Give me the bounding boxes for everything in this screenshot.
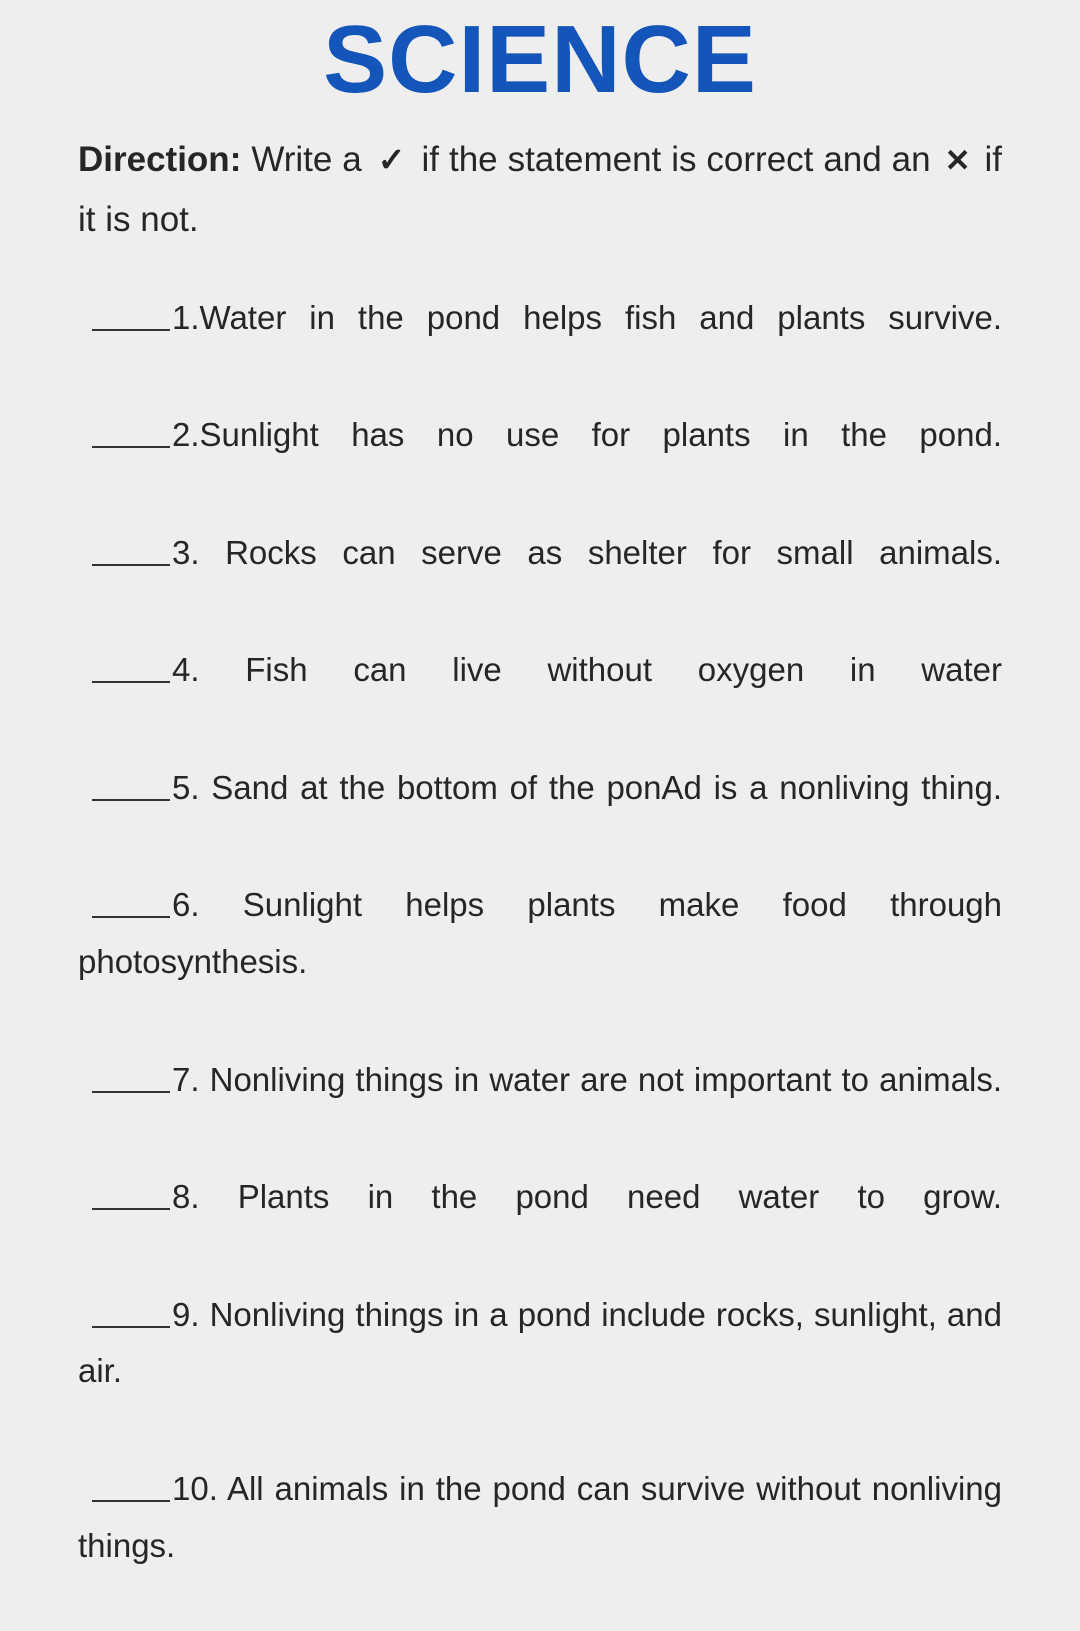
item-text: Rocks can serve as shelter for small animals. — [199, 533, 1002, 571]
question-list — [78, 290, 1002, 1631]
list-item — [78, 525, 1002, 639]
check-mark-icon: ✓ — [377, 140, 406, 178]
cross-mark-icon: ✕ — [944, 142, 971, 178]
item-number: 2. — [172, 416, 200, 454]
item-text: Nonliving things in water are not important to animals. — [199, 1060, 1002, 1098]
item-text: Plants in the pond need water to grow. — [199, 1178, 1002, 1216]
item-number: 8. — [172, 1178, 200, 1216]
item-text: Sunlight helps plants make food through photosynthesis. — [78, 886, 1002, 981]
list-item — [78, 1052, 1002, 1166]
direction-text-part3: if it is not. — [78, 139, 1002, 239]
page-title: SCIENCE — [323, 6, 757, 113]
answer-blank[interactable] — [92, 1208, 170, 1210]
list-item — [78, 1169, 1002, 1283]
answer-blank[interactable] — [92, 681, 170, 683]
answer-blank[interactable] — [92, 564, 170, 566]
item-number: 1. — [172, 298, 200, 336]
direction-text-part1: Write a — [251, 139, 362, 179]
answer-blank[interactable] — [92, 1091, 170, 1093]
list-item — [78, 1461, 1002, 1631]
answer-blank[interactable] — [92, 329, 170, 331]
answer-blank[interactable] — [92, 799, 170, 801]
list-item — [78, 760, 1002, 874]
item-number: 5. — [172, 768, 200, 806]
worksheet-page — [0, 6, 1080, 1564]
list-item — [78, 407, 1002, 521]
direction-text-part2: if the statement is correct and an — [421, 139, 931, 179]
answer-blank[interactable] — [92, 916, 170, 918]
answer-blank[interactable] — [92, 446, 170, 448]
item-number: 7. — [172, 1060, 200, 1098]
item-number: 3. — [172, 533, 200, 571]
list-item — [78, 1287, 1002, 1457]
item-text: Fish can live without oxygen in water — [199, 651, 1002, 689]
answer-blank[interactable] — [92, 1326, 170, 1328]
list-item — [78, 290, 1002, 404]
item-number: 6. — [172, 886, 200, 924]
item-number: 10. — [172, 1469, 218, 1507]
list-item — [78, 877, 1002, 1047]
answer-blank[interactable] — [92, 1500, 170, 1502]
direction-paragraph — [78, 130, 1002, 250]
item-text: Nonliving things in a pond include rocks, sunlight, and air. — [78, 1295, 1002, 1390]
item-number: 4. — [172, 651, 200, 689]
direction-label: Direction: — [78, 139, 242, 179]
list-item — [78, 642, 1002, 756]
item-text: All animals in the pond can survive without nonliving things. — [78, 1469, 1002, 1564]
item-number: 9. — [172, 1295, 200, 1333]
item-text: Sunlight has no use for plants in the pond. — [199, 416, 1002, 454]
item-text: Water in the pond helps fish and plants survive. — [199, 298, 1002, 336]
item-text: Sand at the bottom of the ponAd is a nonliving thing. — [199, 768, 1002, 806]
